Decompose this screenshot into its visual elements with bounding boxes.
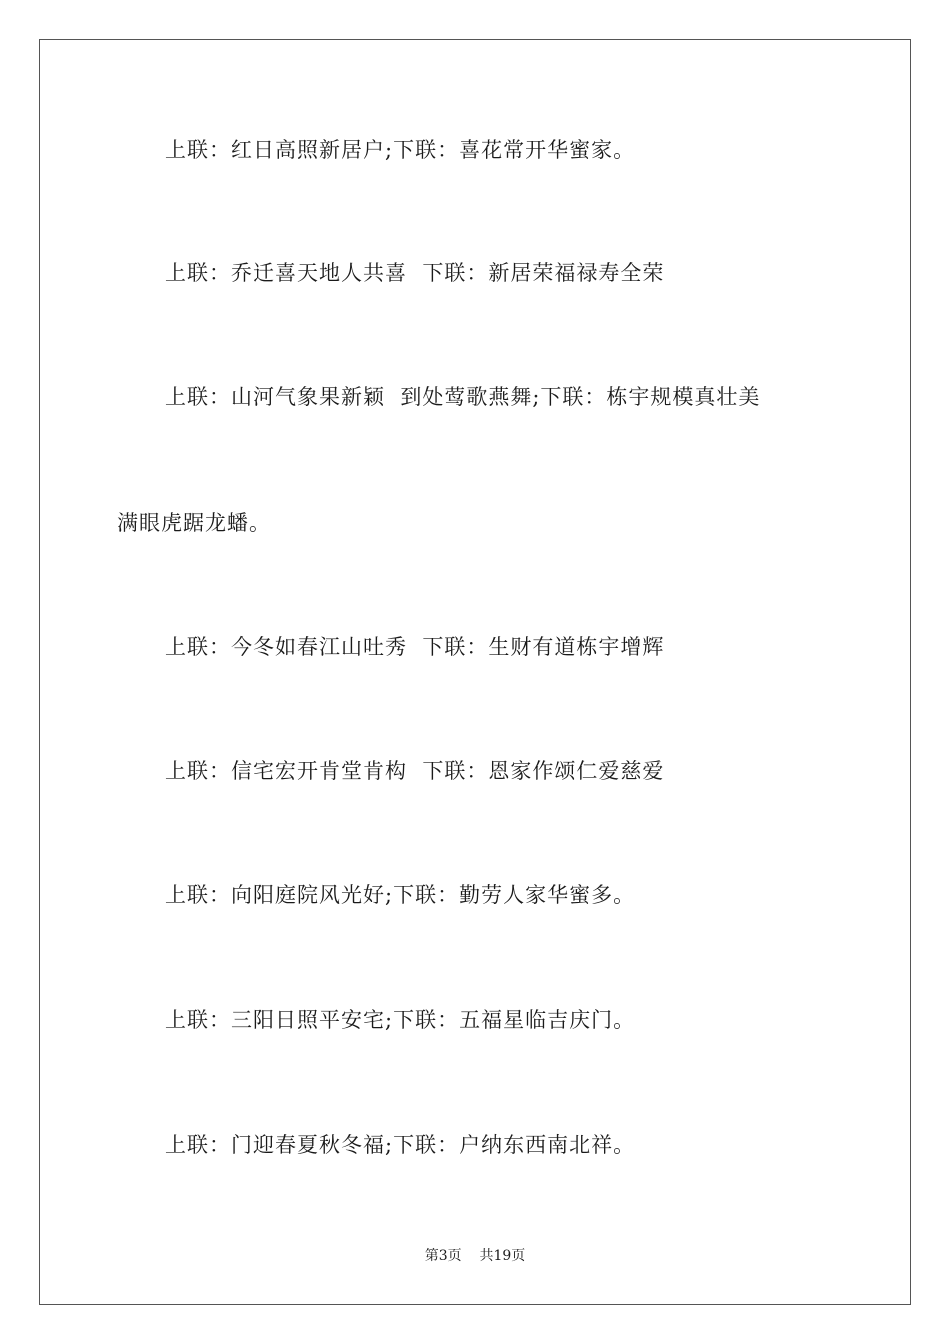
page-border [39,39,911,1305]
couplet-line-4: 上联：今冬如春江山吐秀 下联：生财有道栋宇增辉 [165,635,665,659]
couplet-line-6: 上联：向阳庭院风光好;下联：勤劳人家华蜜多。 [165,883,636,907]
couplet-line-3-continuation: 满眼虎踞龙蟠。 [117,511,271,535]
couplet-line-3: 上联：山河气象果新颖 到处莺歌燕舞;下联：栋宇规模真壮美 [165,385,761,409]
page-number-footer: 第3页 共19页 [424,1248,526,1264]
couplet-line-1: 上联：红日高照新居户;下联：喜花常开华蜜家。 [165,138,636,162]
couplet-line-8: 上联：门迎春夏秋冬福;下联：户纳东西南北祥。 [165,1133,636,1157]
couplet-line-7: 上联：三阳日照平安宅;下联：五福星临吉庆门。 [165,1008,636,1032]
couplet-line-5: 上联：信宅宏开肯堂肯构 下联：恩家作颂仁爱慈爱 [165,759,665,783]
couplet-line-2: 上联：乔迁喜天地人共喜 下联：新居荣福禄寿全荣 [165,261,665,285]
